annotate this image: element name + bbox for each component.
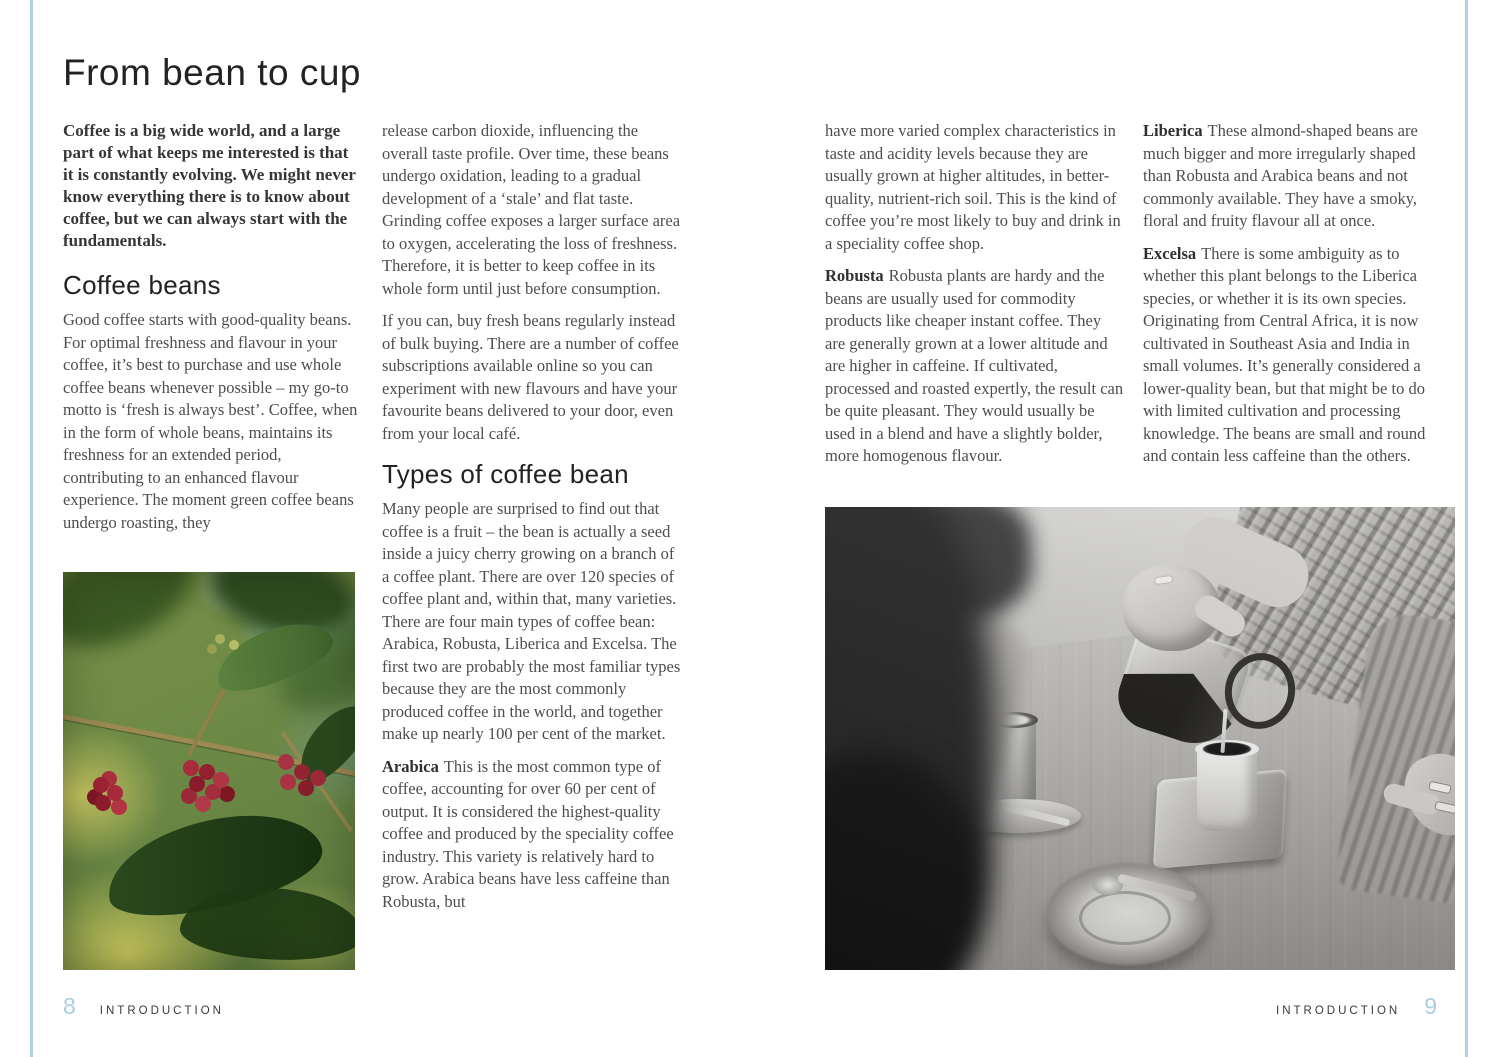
left-page-column-1 xyxy=(63,120,361,534)
robusta-text: Robusta plants are hardy and the beans are usually used for commodity products like cheaper instant coffee. They are generally grown at a lower altitude and are higher in caffeine. If cultivated, processed and roasted expertly, the result can be quite pleasant. They would usually be used in a blend and have a slightly bolder, more homogenous flavour. xyxy=(825,266,1124,465)
excelsa-paragraph xyxy=(1143,243,1441,468)
photo-tone-overlay xyxy=(825,507,1455,970)
subscriptions-paragraph: If you can, buy fresh beans regularly instead of bulk buying. There are a number of coffee subscriptions available online so you can experiment with new flavours and have your favourite beans delivered to your door, even from your local café. xyxy=(382,311,679,443)
page-title: From bean to cup xyxy=(63,52,361,93)
coffee-beans-paragraph: Good coffee starts with good-quality beans. For optimal freshness and flavour in your coffee, it’s best to purchase and use whole coffee beans whenever possible – my go-to motto is ‘fresh is always best’. Coffee, when in the form of whole beans, maintains its freshness for an extended period, contributing to an enhanced flavour experience. The moment green coffee beans undergo roasting, they xyxy=(63,310,358,532)
arabica-lead: Arabica xyxy=(382,756,439,776)
liberica-lead: Liberica xyxy=(1143,121,1203,140)
coffee-plant-photo xyxy=(63,572,355,970)
photo-vignette xyxy=(63,572,355,970)
excelsa-text: There is some ambiguity as to whether this plant belongs to the Liberica species, or whether it is its own species. Originating from Central Africa, it is now cultivated in Southeast Asia and India in small volumes. It’s generally considered a lower-quality bean, but that might be to do with limited cultivation and processing knowledge. The beans are small and round and contain less caffeine than the others. xyxy=(1143,243,1426,465)
section-heading-coffee-beans: Coffee beans xyxy=(63,270,221,300)
types-paragraph: Many people are surprised to find out that coffee is a fruit – the bean is actually a seed inside a juicy cherry growing on a branch of a coffee plant. There are over 120 species of coffee plant and, within that, many varieties. There are four main types of coffee bean: Arabica, Robusta, Liberica and Excelsa. The first two are probably the most familiar types because they are the most commonly produced coffee in the world, and together make up nearly 100 per cent of the market. xyxy=(382,499,681,743)
section-heading-types: Types of coffee bean xyxy=(382,459,629,489)
running-head-right: INTRODUCTION xyxy=(1276,1005,1401,1017)
right-page-column-1 xyxy=(825,120,1125,468)
running-head-left: INTRODUCTION xyxy=(99,1005,224,1017)
arabica-paragraph xyxy=(382,756,682,914)
right-page-column-2 xyxy=(1143,120,1441,468)
liberica-text: These almond-shaped beans are much bigger and more irregularly shaped than Robusta and Arabica beans and not commonly available. They have a smoky, floral and fruity flavour all at once. xyxy=(1143,121,1418,230)
page-number-right: 9 xyxy=(1424,993,1437,1019)
intro-paragraph: Coffee is a big wide world, and a large part of what keeps me interested is that it is constantly evolving. We might never know everything there is to know about coffee, but we can always start with the fundamentals. xyxy=(63,121,356,250)
freshness-paragraph: release carbon dioxide, influencing the overall taste profile. Over time, these beans undergo oxidation, leading to a gradual development of a ‘stale’ and flat taste. Grinding coffee exposes a larger surface area to oxygen, accelerating the loss of freshness. Therefore, it is better to keep coffee in its whole form until just before consumption. xyxy=(382,121,681,298)
arabica-continuation-paragraph: have more varied complex characteristics in taste and acidity levels because they are usually grown at higher altitudes, in better-quality, nutrient-rich soil. This is the kind of coffee you’re most likely to buy and drink in a speciality coffee shop. xyxy=(825,121,1121,253)
cover-edge-left xyxy=(30,0,33,1057)
robusta-paragraph xyxy=(825,265,1125,468)
excelsa-lead: Excelsa xyxy=(1143,243,1197,263)
right-page-footer xyxy=(1143,993,1437,1020)
page-number-left: 8 xyxy=(63,993,76,1019)
left-page-footer xyxy=(63,993,224,1020)
left-page-column-2 xyxy=(382,120,682,913)
liberica-paragraph xyxy=(1143,120,1441,233)
cover-edge-right xyxy=(1465,0,1468,1057)
cafe-pouring-photo xyxy=(825,507,1455,970)
robusta-lead: Robusta xyxy=(825,266,884,285)
arabica-text: This is the most common type of coffee, accounting for over 60 per cent of output. It is considered the highest-quality coffee and produced by the speciality coffee industry. This variety is relatively hard to grow. Arabica beans have less caffeine than Robusta, but xyxy=(382,756,674,911)
